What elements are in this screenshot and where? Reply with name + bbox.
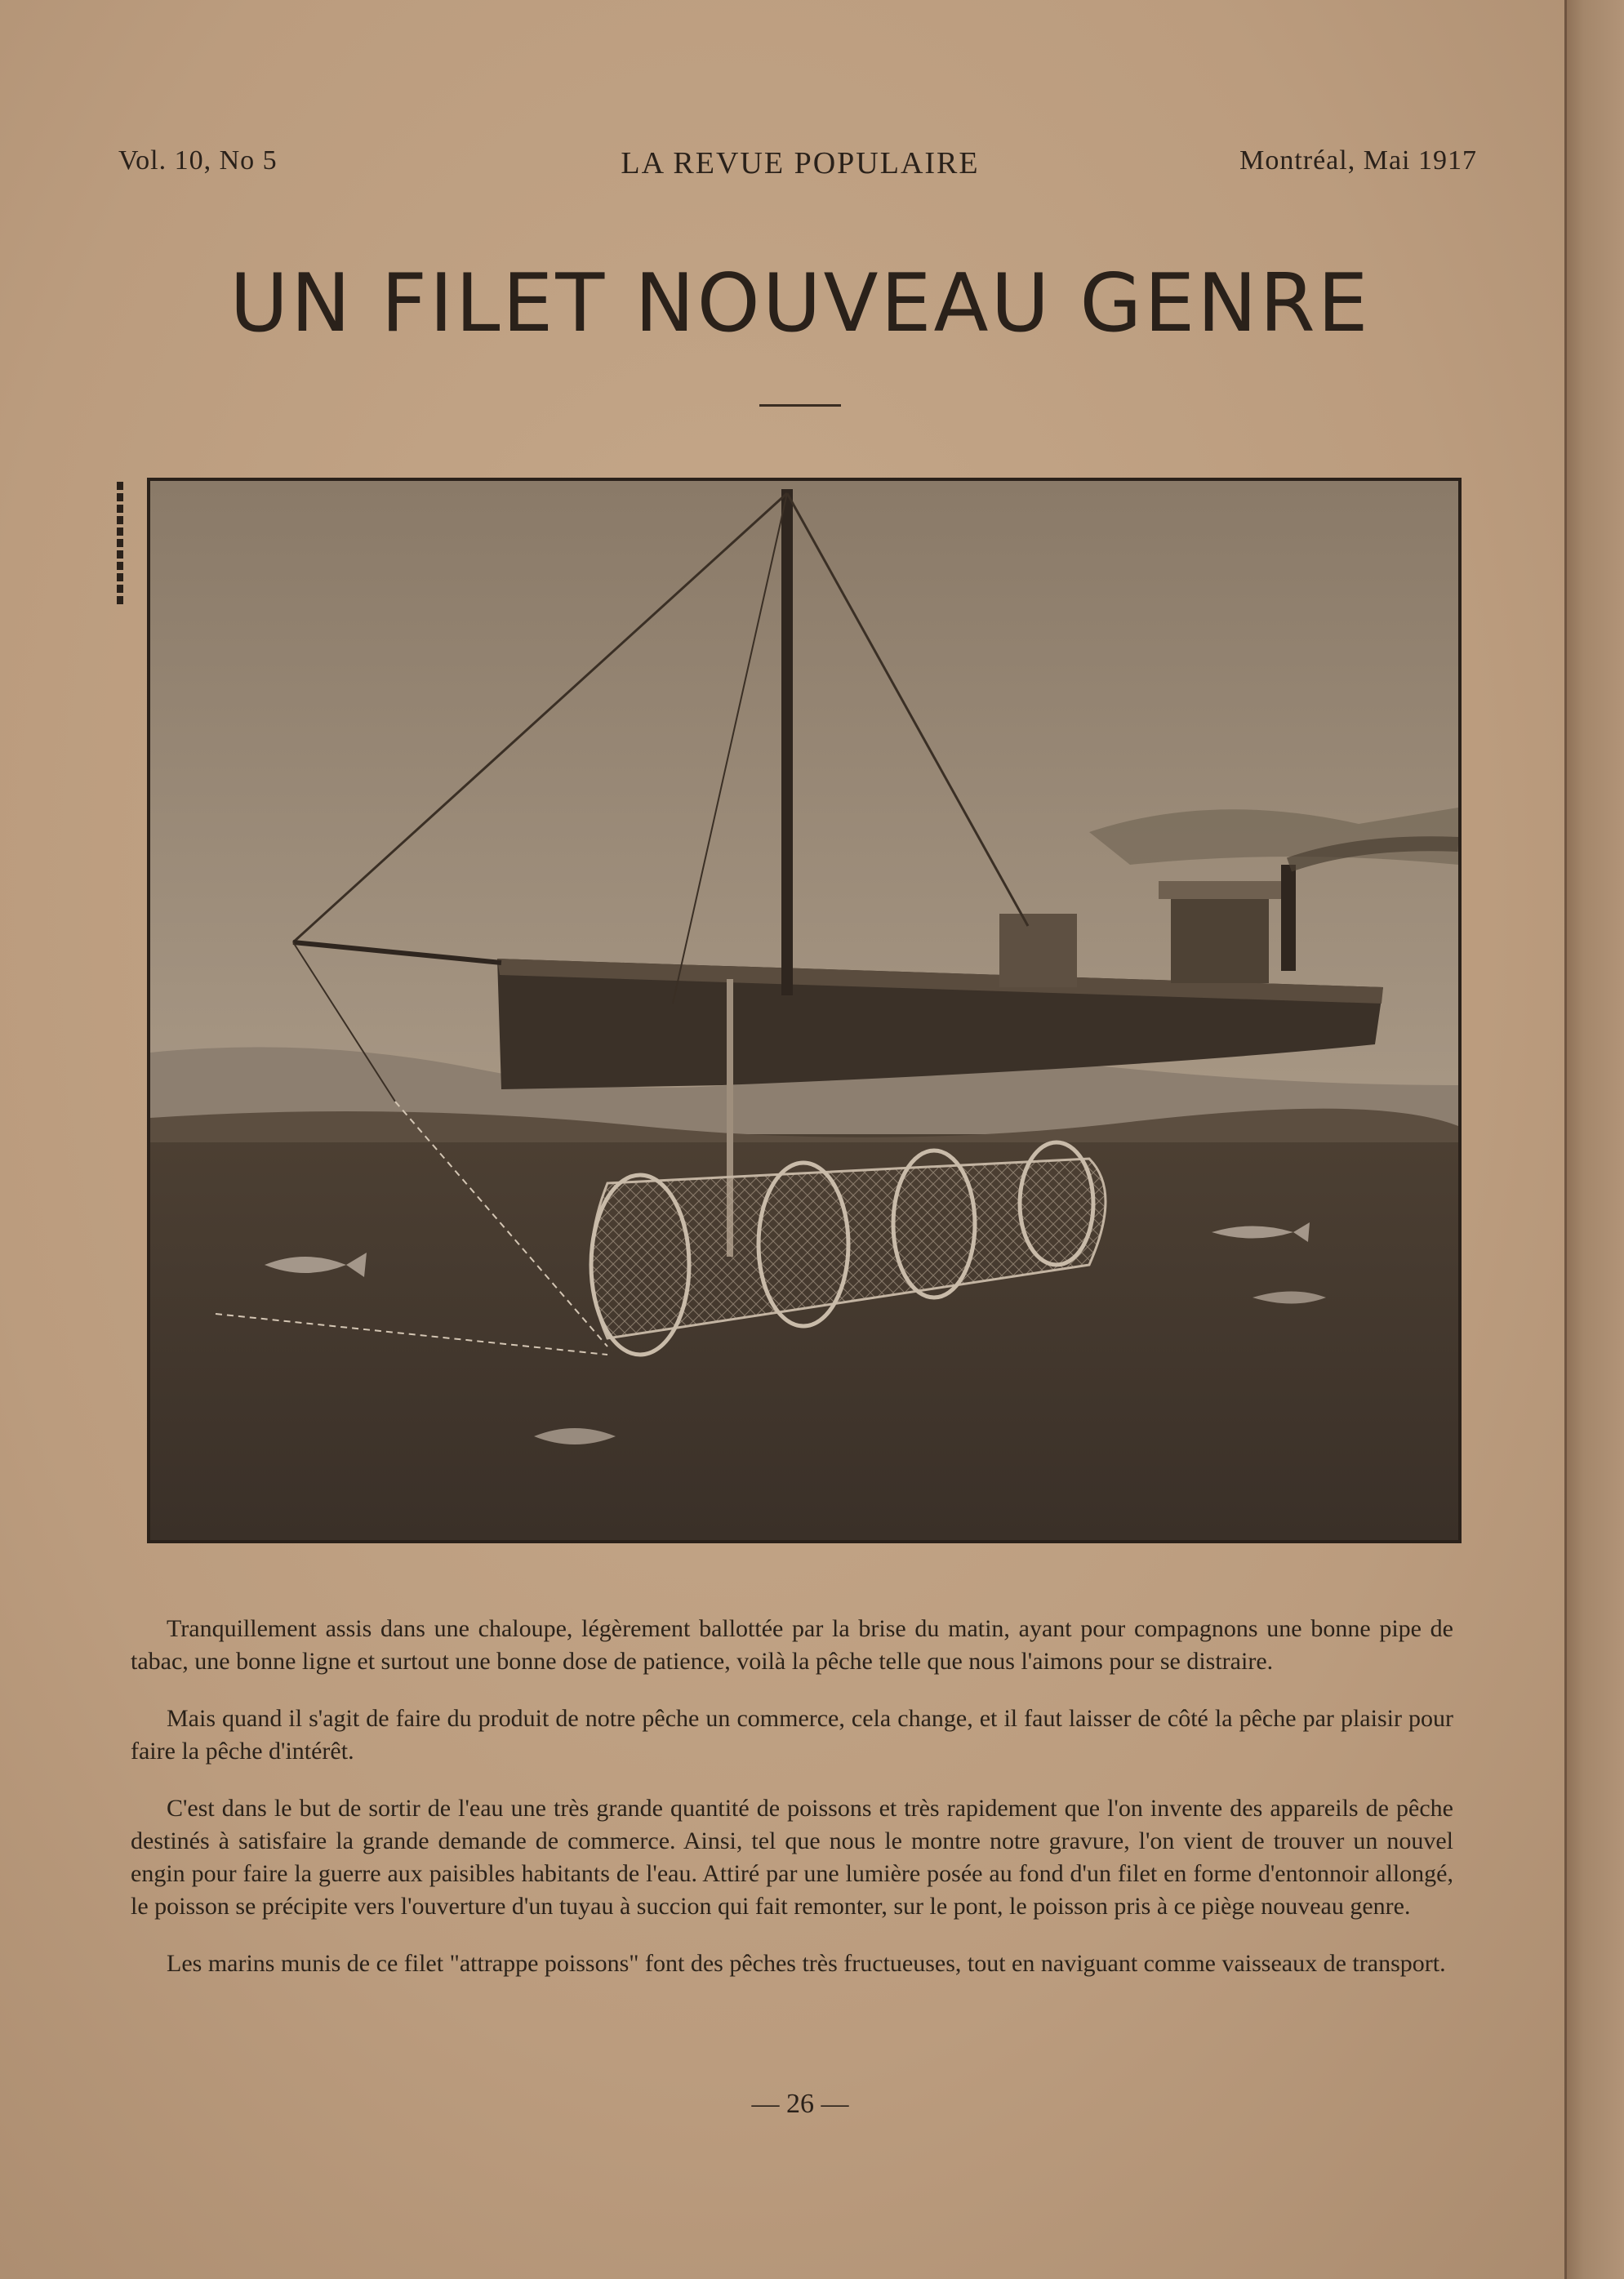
- paragraph-1: Tranquillement assis dans une chaloupe, légèrement ballottée par la brise du matin, ayant pour compagnons une bonne pipe de tabac, une bonne ligne et surtout une bonne dose de patience, voilà la pêche telle que nous l'aimons pour se distraire.: [131, 1615, 1453, 1675]
- title-rule: [759, 404, 841, 407]
- publication-name: LA REVUE POPULAIRE: [621, 146, 980, 180]
- paragraph-3: C'est dans le but de sortir de l'eau une très grande quantité de poissons et très rapidement que l'on invente des appareils de pêche destinés à satisfaire la grande demande de commerce. Ainsi, tel que nous le montre notre gravure, l'on vient de trouver un nouvel engin pour faire la guerre aux paisibles habitants de l'eau. Attiré par une lumière posée au fond d'un filet en forme d'entonnoir allongé, le poisson se précipite vers l'ouverture d'un tuyau à succion qui fait remonter, sur le pont, le poisson pris à ce piège nouveau genre.: [131, 1795, 1453, 1920]
- margin-mark: [117, 482, 123, 604]
- article-title: UN FILET NOUVEAU GENRE: [229, 257, 1371, 350]
- paragraph-2: Mais quand il s'agit de faire du produit de notre pêche un commerce, cela change, et il faut laisser de côté la pêche par plaisir pour faire la pêche d'intérêt.: [131, 1705, 1453, 1765]
- volume-number: Vol. 10, No 5: [118, 145, 278, 176]
- article-body: [131, 1613, 1453, 2005]
- paragraph-4: Les marins munis de ce filet "attrappe poissons" font des pêches très fructueuses, tout en naviguant comme vaisseaux de transport.: [167, 1950, 1446, 1977]
- page-number: — 26 —: [751, 2089, 849, 2119]
- issue-date: Montréal, Mai 1917: [1239, 145, 1477, 176]
- article-illustration: [147, 478, 1462, 1543]
- boat-and-net-engraving: [150, 481, 1458, 1540]
